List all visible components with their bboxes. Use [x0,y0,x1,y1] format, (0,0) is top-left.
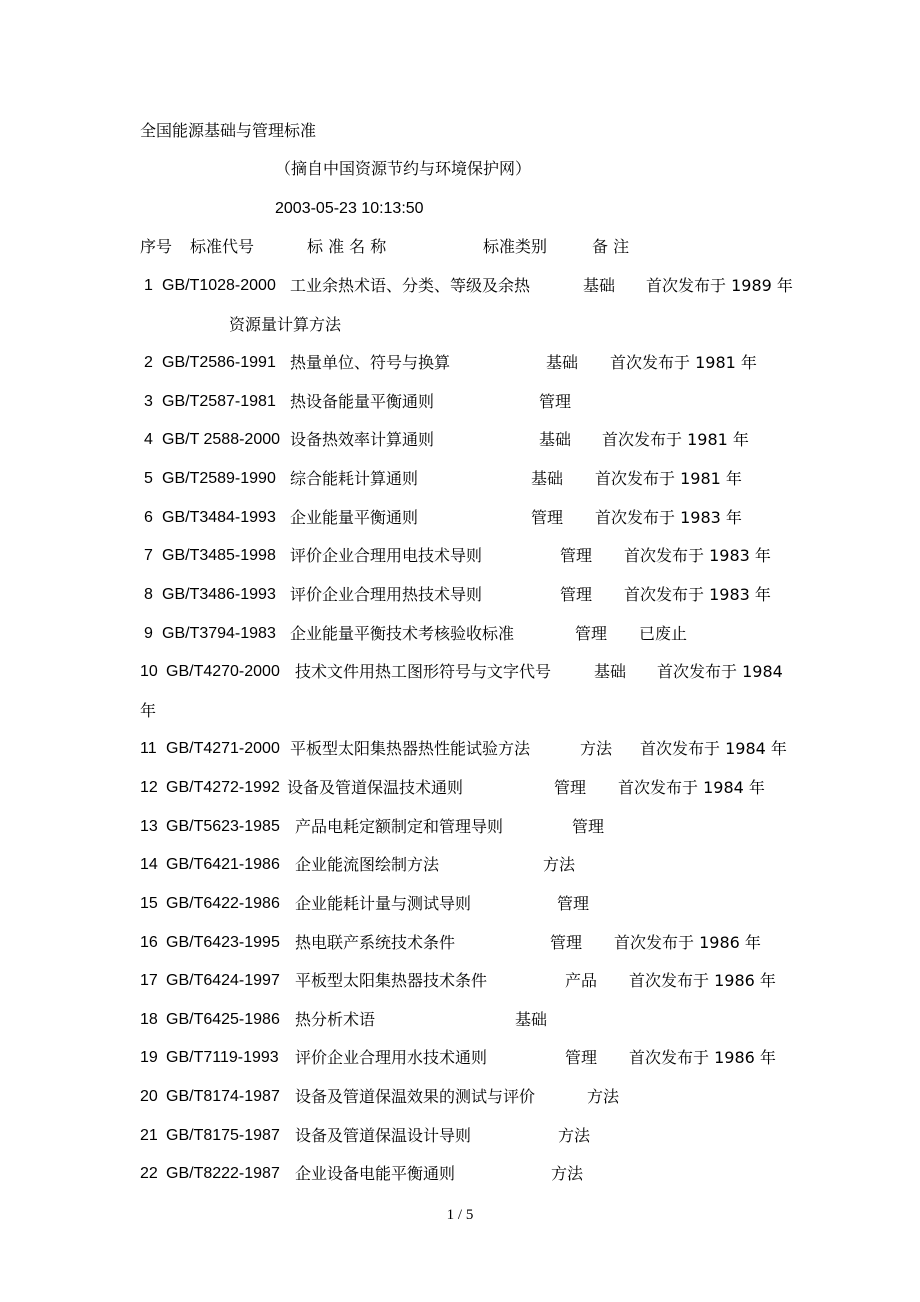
standard-category: 基础 [515,1010,548,1029]
standard-code: GB/T6425-1986 [166,1011,280,1028]
row-number: 19 [140,1049,158,1066]
standard-remark: 首次发布于 1984 [657,662,783,681]
standard-code: GB/T6423-1995 [166,934,280,951]
row-number: 1 [144,277,153,294]
standard-category: 管理 [560,546,593,565]
page-number: 1 / 5 [446,1207,474,1223]
standard-category: 方法 [558,1126,591,1145]
standard-name: 热设备能量平衡通则 [290,392,435,411]
standard-remark: 首次发布于 1983 年 [595,508,742,527]
row-number: 13 [140,818,158,835]
standard-remark: 首次发布于 1981 年 [595,469,742,488]
standard-category: 管理 [565,1048,598,1067]
standard-category: 基础 [583,276,616,295]
standard-code: GB/T4270-2000 [166,663,280,680]
standard-code: GB/T4272-1992 [166,779,280,796]
standard-name: 热分析术语 [295,1010,376,1029]
header-category: 标准类别 [483,237,548,256]
standard-name: 热量单位、符号与换算 [290,353,451,372]
standard-remark: 首次发布于 1986 年 [614,933,761,952]
standard-category: 基础 [531,469,564,488]
row-number: 21 [140,1127,158,1144]
row-number: 11 [140,740,157,757]
standard-remark: 首次发布于 1986 年 [629,1048,776,1067]
standard-name: 设备及管道保温效果的测试与评价 [295,1087,536,1106]
standard-category: 方法 [587,1087,620,1106]
row-number: 9 [144,625,153,642]
standard-remark: 首次发布于 1984 年 [640,739,787,758]
header-seq: 序号 [140,237,173,256]
standard-category: 管理 [557,894,590,913]
standard-name: 热电联产系统技术条件 [295,933,456,952]
standard-remark: 首次发布于 1989 年 [646,276,793,295]
standard-code: GB/T4271-2000 [166,740,280,757]
standard-name: 设备热效率计算通则 [290,430,435,449]
standard-code: GB/T6421-1986 [166,856,280,873]
standard-code: GB/T 2588-2000 [162,431,281,448]
standard-code: GB/T3486-1993 [162,586,276,603]
row-number: 14 [140,856,158,873]
standard-remark: 首次发布于 1981 年 [602,430,749,449]
standard-code: GB/T8222-1987 [166,1165,280,1182]
standard-category: 管理 [554,778,587,797]
standard-code: GB/T8174-1987 [166,1088,280,1105]
row-number: 10 [140,663,158,680]
standard-name: 企业能流图绘制方法 [295,855,440,874]
standard-name: 评价企业合理用电技术导则 [290,546,483,565]
standard-name: 平板型太阳集热器技术条件 [295,971,488,990]
row-number: 20 [140,1088,158,1105]
row-number: 8 [144,586,153,603]
standard-category: 方法 [580,739,613,758]
standard-code: GB/T8175-1987 [166,1127,280,1144]
standard-code: GB/T6424-1997 [166,972,280,989]
standard-name: 平板型太阳集热器热性能试验方法 [290,739,531,758]
standard-category: 管理 [550,933,583,952]
header-name: 标 准 名 称 [307,237,387,256]
row-number: 17 [140,972,158,989]
standard-category: 管理 [572,817,605,836]
standard-category: 方法 [543,855,576,874]
standard-code: GB/T3484-1993 [162,509,276,526]
standard-category: 管理 [560,585,593,604]
standard-name: 工业余热术语、分类、等级及余热 [290,276,531,295]
row-number: 4 [144,431,153,448]
doc-source: （摘自中国资源节约与环境保护网） [275,159,532,178]
row-number: 6 [144,509,153,526]
standard-code: GB/T5623-1985 [166,818,280,835]
standard-category: 产品 [565,971,598,990]
standard-name: 评价企业合理用热技术导则 [290,585,483,604]
standard-code: GB/T3485-1998 [162,547,276,564]
standard-name: 技术文件用热工图形符号与文字代号 [295,662,552,681]
row-continuation: 资源量计算方法 [229,315,342,334]
standard-category: 管理 [539,392,572,411]
row-number: 12 [140,779,158,796]
standard-category: 管理 [575,624,608,643]
standard-remark: 首次发布于 1986 年 [629,971,776,990]
standard-code: GB/T2586-1991 [162,354,276,371]
standard-code: GB/T3794-1983 [162,625,276,642]
row-number: 7 [144,547,153,564]
row-number: 18 [140,1011,158,1028]
standard-name: 企业设备电能平衡通则 [295,1164,456,1183]
standard-name: 设备及管道保温设计导则 [295,1126,472,1145]
row-number: 3 [144,393,153,410]
row-number: 2 [144,354,153,371]
standard-category: 管理 [531,508,564,527]
standard-name: 评价企业合理用水技术通则 [295,1048,488,1067]
standard-name: 企业能量平衡技术考核验收标准 [290,624,515,643]
row-number: 16 [140,934,158,951]
standard-code: GB/T7119-1993 [166,1049,279,1066]
standard-category: 基础 [539,430,572,449]
standard-code: GB/T2589-1990 [162,470,276,487]
row-continuation: 年 [140,701,157,720]
standard-name: 企业能量平衡通则 [290,508,419,527]
row-number: 5 [144,470,153,487]
standard-name: 企业能耗计量与测试导则 [295,894,472,913]
doc-datetime: 2003-05-23 10:13:50 [275,200,424,217]
row-number: 15 [140,895,158,912]
header-remark: 备 注 [592,237,630,256]
standard-name: 产品电耗定额制定和管理导则 [295,817,504,836]
standard-code: GB/T2587-1981 [162,393,276,410]
standard-remark: 首次发布于 1984 年 [618,778,765,797]
standard-remark: 首次发布于 1981 年 [610,353,757,372]
header-code: 标准代号 [190,237,255,256]
standard-code: GB/T6422-1986 [166,895,280,912]
standard-category: 方法 [551,1164,584,1183]
standard-name: 综合能耗计算通则 [290,469,419,488]
standard-category: 基础 [546,353,579,372]
standard-code: GB/T1028-2000 [162,277,276,294]
standard-remark: 首次发布于 1983 年 [624,585,771,604]
doc-title: 全国能源基础与管理标准 [140,121,317,140]
standard-remark: 首次发布于 1983 年 [624,546,771,565]
row-number: 22 [140,1165,158,1182]
standard-remark: 已废止 [639,624,688,643]
standard-name: 设备及管道保温技术通则 [287,778,464,797]
standard-category: 基础 [594,662,627,681]
